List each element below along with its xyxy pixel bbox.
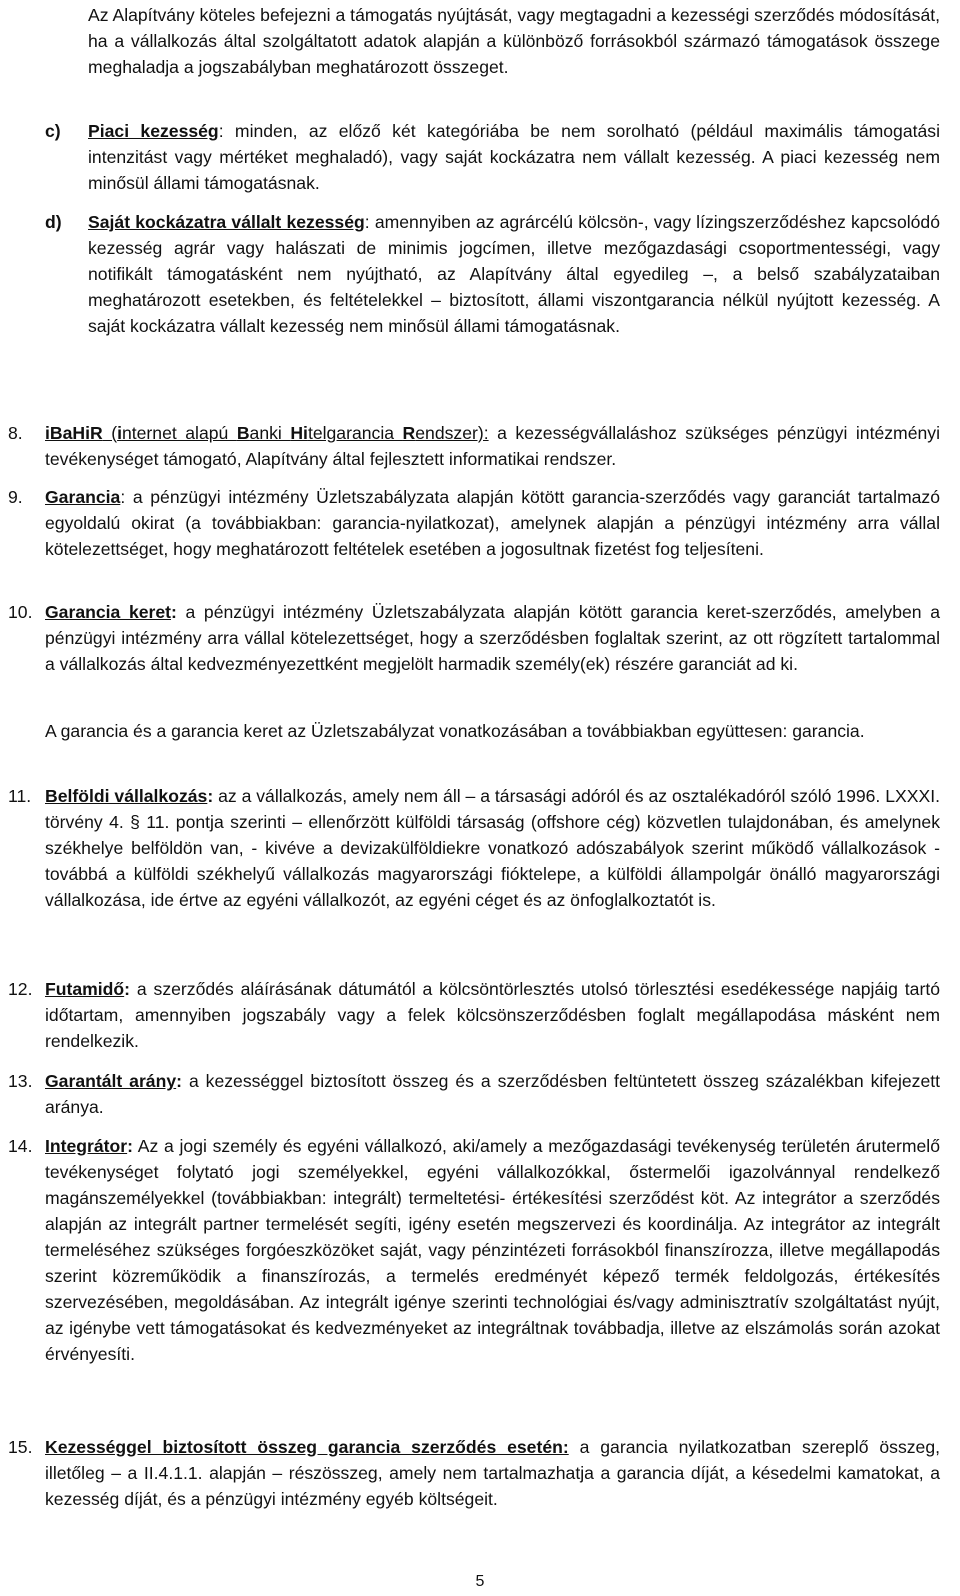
item-c-text: : minden, az előző két kategóriába be nem sorolható (például maximális támogatási intenzitást vagy mértéket meghaladó), vagy saját kockázatra nem vállalt kezesség. A piaci kezesség nem minősül állami támogatásnak. xyxy=(88,121,940,193)
item-14-text: Az a jogi személy és egyéni vállalkozó, aki/amely a mezőgazdasági tevékenység területén árutermelő tevékenységet folytató jogi személyekkel, egyéni vállalkozókkal, őstermelői igazolvánnyal rendelkező magánszemélyekkel (továbbiakban: integrált) termeltetési- értékesítési szerződést köt. Az integrátor a szerződés alapján az integrált partner termelését segíti, igény esetén megszervezi és koordinálja. Az integrátor az integrált termeléséhez szükséges forgóeszközöket saját, vagy pénzintézeti forrásokból finanszírozza, illetve megállapodás szerint közreműködik a finanszírozás, a termelés eredményét képező termék feldolgozás, értékesítés szervezésében, megoldásában. Az integrált igénye szerinti technológiai és/vagy adminisztratív szolgáltatást nyújt, az igénybe vett támogatásokat és kedvezményeket az integráltnak továbbadja, illetve az elszámolás során azokat érvényesíti. xyxy=(45,1136,940,1364)
item-15-term: Kezességgel biztosított összeg garancia szerződés esetén: xyxy=(45,1437,569,1457)
item-13-text: a kezességgel biztosított összeg és a szerződésben feltüntetett összeg százalékban kifejezett aránya. xyxy=(45,1071,941,1117)
item-8-exp-word-3: telgarancia xyxy=(307,423,403,443)
item-c-paragraph xyxy=(88,118,940,196)
item-11-term: Belföldi vállalkozás xyxy=(45,786,208,806)
item-14-term: Integrátor xyxy=(45,1136,128,1156)
item-8-exp-letter-b: B xyxy=(236,423,250,443)
item-12-paragraph xyxy=(45,976,940,1054)
item-15-number: 15. xyxy=(8,1437,33,1457)
item-8-exp-letter-r: R xyxy=(402,423,416,443)
item-10-note-paragraph xyxy=(45,718,940,744)
item-11-number: 11. xyxy=(8,786,32,806)
item-8-number: 8. xyxy=(8,423,23,443)
item-13-number: 13. xyxy=(8,1071,33,1091)
item-8-exp-word-4: endszer): xyxy=(415,423,489,443)
item-10-term: Garancia keret xyxy=(45,602,172,622)
item-11-colon: : xyxy=(207,786,214,806)
item-9-text: : a pénzügyi intézmény Üzletszabályzata alapján kötött garancia-szerződés vagy garanciát tartalmazó egyoldalú okirat (a továbbiakban: garancia-nyilatkozat), amelynek alapján a pénzügyi intézmény arra vállal kötelezettséget, hogy meghatározott feltételek esetében a jogosultnak fizetést fog teljesíteni. xyxy=(45,487,940,559)
item-10-text: a pénzügyi intézmény Üzletszabályzata alapján kötött garancia keret-szerződés, amelyben a pénzügyi intézmény arra vállal kötelezettséget, hogy a szerződésben foglaltak szerint, az ott rögzített tartalommal a vállalkozás által kedvezményezettként megjelölt harmadik személy(ek) részére garanciát ad ki. xyxy=(45,602,940,674)
item-12-number: 12. xyxy=(8,979,33,999)
item-11-paragraph xyxy=(45,783,940,913)
item-d-text: : amennyiben az agrárcélú kölcsön-, vagy lízingszerződéshez kapcsolódó kezesség agrár vagy halászati de minimis jogcímen, illetve mezőgazdasági csoportmentességi, vagy notifikált támogatásként nem nyújtható, az Alapítvány által egyedileg –, a belső szabályzataiban meghatározott esetekben, és feltételekkel – biztosított, állami viszontgarancia nélkül nyújtott kezesség. A saját kockázatra vállalt kezesség nem minősül állami támogatásnak. xyxy=(88,212,940,336)
item-12-colon: : xyxy=(124,979,131,999)
item-d-paragraph xyxy=(88,209,940,339)
item-10-paragraph xyxy=(45,599,940,677)
intro-paragraph xyxy=(88,2,940,80)
item-8-paragraph xyxy=(45,420,940,472)
item-9-paragraph xyxy=(45,484,940,562)
item-8-term: iBaHiR xyxy=(45,423,103,443)
page-number: 5 xyxy=(475,1573,485,1590)
item-8-exp-letter-i: i xyxy=(117,423,122,443)
item-8-exp-letter-hi: Hi xyxy=(290,423,308,443)
item-10-number: 10. xyxy=(8,602,33,622)
item-13-paragraph xyxy=(45,1068,940,1120)
item-13-term: Garantált arány xyxy=(45,1071,177,1091)
item-15-text: a garancia nyilatkozatban szereplő összeg, illetőleg – a II.4.1.1. alapján – részösszeg, amely nem tartalmazhatja a garancia díját, a késedelmi kamatokat, a kezesség díját, és a pénzügyi intézmény egyéb költségeit. xyxy=(45,1437,940,1509)
item-10-colon: : xyxy=(171,602,177,622)
item-8-exp-word-1: nternet alapú xyxy=(121,423,237,443)
item-12-term: Futamidő xyxy=(45,979,125,999)
item-11-text: az a vállalkozás, amely nem áll – a társasági adóról és az osztalékadóról szóló 1996. LXXXI. törvény 4. § 11. pontja szerinti – ellenőrzött külföldi társaság (offshore cég) közvetlen tulajdonában, és amelynek székhelye belföldön van, - kivéve a devizakülföldiekre vonatkozó adószabályok szerint működő vállalkozások - továbbá a külföldi székhelyű vállalkozás magyarországi fióktelepe, a külföldi állampolgár önálló magyarországi vállalkozása, ide értve az egyéni vállalkozót, az egyéni céget és az önfoglalkoztatót is. xyxy=(45,786,940,910)
item-d-label: d) xyxy=(45,212,62,232)
item-14-colon: : xyxy=(127,1136,133,1156)
item-c-term: Piaci kezesség xyxy=(88,121,219,141)
intro-text: Az Alapítvány köteles befejezni a támogatás nyújtását, vagy megtagadni a kezességi szerződés módosítását, ha a vállalkozás által szolgáltatott adatok alapján a különböző forrásokból származó támogatások összege meghaladja a jogszabályban meghatározott összeget. xyxy=(88,5,940,77)
item-d-term: Saját kockázatra vállalt kezesség xyxy=(88,212,365,232)
item-10-note: A garancia és a garancia keret az Üzletszabályzat vonatkozásában a továbbiakban együttesen: garancia. xyxy=(45,721,865,741)
item-8-expansion-open: ( xyxy=(102,423,118,443)
item-9-term: Garancia xyxy=(45,487,121,507)
item-8-text: a kezességvállaláshoz szükséges pénzügyi intézményi tevékenységet támogató, Alapítvány által fejlesztett informatikai rendszer. xyxy=(45,423,940,469)
item-12-text: a szerződés aláírásának dátumától a kölcsöntörlesztés utolsó törlesztési esedékessége napjáig tartó időtartam, amennyiben jogszabály vagy a felek kölcsönszerződésben foglalt megállapodása másként nem rendelkezik. xyxy=(45,979,940,1051)
item-8-exp-word-2: anki xyxy=(249,423,291,443)
item-15-paragraph xyxy=(45,1434,940,1512)
item-14-number: 14. xyxy=(8,1136,33,1156)
item-c-label: c) xyxy=(45,121,61,141)
item-14-paragraph xyxy=(45,1133,940,1367)
item-9-number: 9. xyxy=(8,487,23,507)
item-13-colon: : xyxy=(176,1071,182,1091)
